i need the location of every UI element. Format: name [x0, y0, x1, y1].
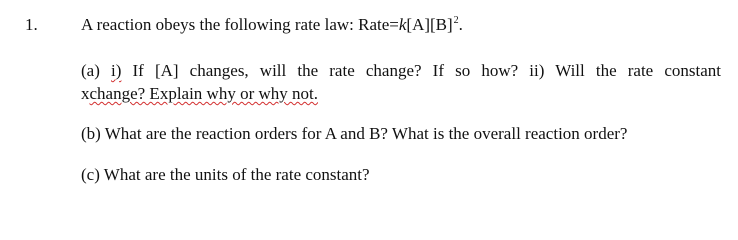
- part-a-line-2: [81, 84, 318, 104]
- part-a-stray-x: x: [81, 84, 90, 103]
- question-stem: [81, 15, 463, 38]
- stem-prefix: A reaction obeys the following rate law: Rate=: [81, 15, 399, 34]
- stem-concentrations: [A][B]: [406, 15, 453, 34]
- part-a-text: If [A] changes, will the rate change? If so how? ii) Will the rate constant: [132, 61, 721, 80]
- part-a-line-1: [81, 61, 721, 81]
- part-a-change-word: change? Explain why or why not.: [89, 84, 318, 103]
- part-a-roman-i: i): [111, 61, 122, 80]
- rate-constant-k: k: [398, 15, 407, 34]
- part-b: (b) What are the reaction orders for A and B? What is the overall reaction order?: [81, 124, 628, 143]
- question-number: 1.: [25, 15, 38, 34]
- part-c: (c) What are the units of the rate constant?: [81, 165, 370, 184]
- stem-period: .: [458, 15, 463, 34]
- part-a-label: (a): [81, 61, 100, 80]
- exponent: 2: [453, 15, 459, 26]
